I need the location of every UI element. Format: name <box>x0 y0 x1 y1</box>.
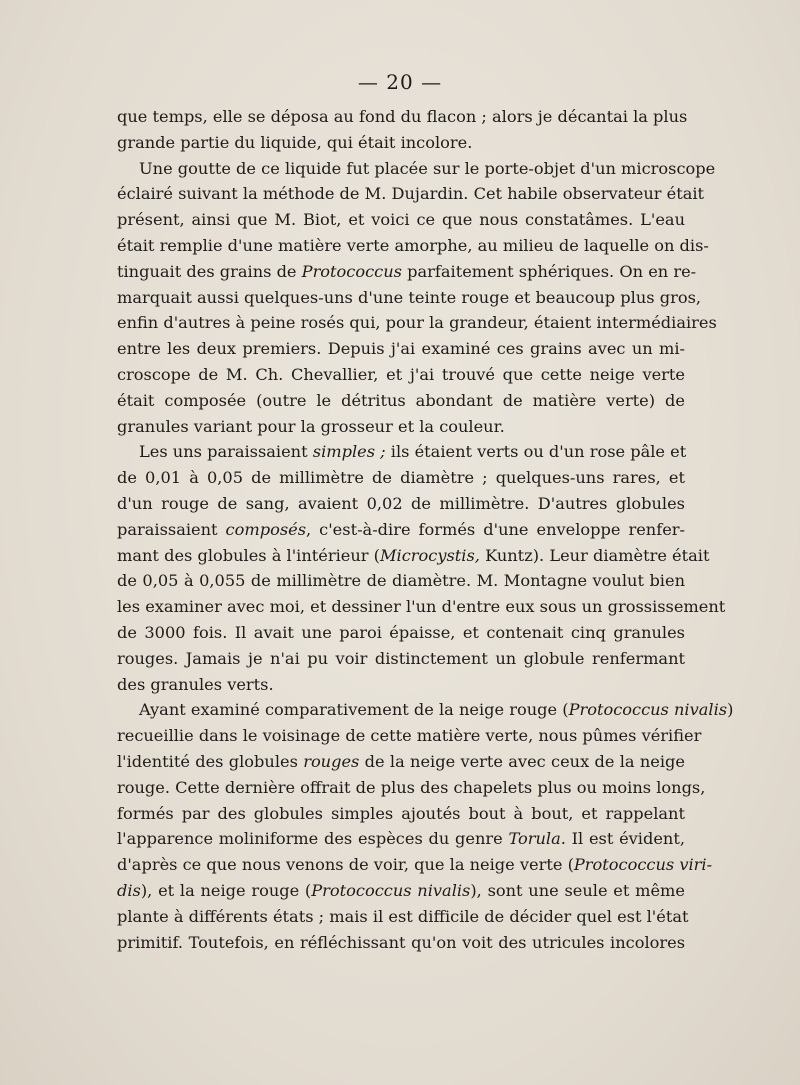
text-line <box>117 904 689 930</box>
text-line <box>117 233 709 259</box>
italic-text: composés <box>225 519 307 539</box>
text-segment: marquait aussi quelques-uns d'une teinte rouge et beaucoup plus gros, <box>117 287 702 307</box>
italic-text: Protococcus viri- <box>573 855 713 875</box>
text-segment: de 0,05 à 0,055 de millimètre de diamètre. M. Montagne voulut bien <box>117 571 685 591</box>
text-line <box>117 543 710 569</box>
text-line <box>117 723 702 749</box>
text-line <box>117 362 685 388</box>
text-line <box>117 465 685 491</box>
text-line <box>117 336 685 362</box>
text-segment: recueillie dans le voisinage de cette matière verte, nous pûmes vérifier <box>117 726 702 746</box>
text-segment: d'après ce que nous venons de voir, que la neige verte ( <box>117 855 574 875</box>
text-segment: tinguait des grains de <box>117 261 302 281</box>
page-number: — 20 — <box>357 70 443 94</box>
body-text <box>117 104 734 955</box>
text-segment: présent, ainsi que M. Biot, et voici ce que nous constatâmes. L'eau <box>117 210 685 230</box>
text-segment: était remplie d'une matière verte amorphe, au milieu de laquelle on dis- <box>117 235 709 255</box>
text-segment: , c'est-à-dire formés d'une enveloppe renfer- <box>306 519 685 539</box>
text-line <box>117 620 685 646</box>
text-segment: de 0,01 à 0,05 de millimètre de diamètre ; quelques-uns rares, et <box>117 468 685 488</box>
text-segment: ) <box>727 700 734 720</box>
text-segment: d'un rouge de sang, avaient 0,02 de millimètre. D'autres globules <box>117 493 685 513</box>
text-segment: Kuntz). Leur diamètre était <box>479 545 710 565</box>
text-line <box>117 207 685 233</box>
italic-text: Protococcus nivalis <box>568 700 728 720</box>
italic-text: Microcystis, <box>379 545 480 565</box>
text-segment: grande partie du liquide, qui était incolore. <box>117 132 473 152</box>
text-segment: mant des globules à l'intérieur ( <box>117 545 380 565</box>
text-line <box>117 594 726 620</box>
italic-text: Protococcus nivalis <box>311 880 471 900</box>
text-line <box>117 517 685 543</box>
italic-text: rouges <box>303 751 360 771</box>
text-line <box>117 259 697 285</box>
text-segment: granules variant pour la grosseur et la couleur. <box>117 416 505 436</box>
text-segment: des granules verts. <box>117 674 274 694</box>
text-line <box>117 104 688 130</box>
text-line <box>117 852 713 878</box>
text-segment: l'identité des globules <box>117 751 304 771</box>
italic-text: dis <box>117 880 141 900</box>
text-segment: que temps, elle se déposa au fond du flacon ; alors je décantai la plus <box>117 107 688 126</box>
italic-text: simples ; <box>312 442 386 462</box>
text-line <box>117 439 685 465</box>
text-line <box>117 801 685 827</box>
text-segment: Les uns paraissaient <box>139 442 313 462</box>
text-line <box>117 388 685 414</box>
text-line <box>117 749 685 775</box>
text-segment: primitif. Toutefois, en réfléchissant qu'on voit des utricules incolores <box>117 932 685 952</box>
text-segment: parfaitement sphériques. On en re- <box>401 261 697 281</box>
text-line <box>117 491 685 517</box>
text-line <box>117 646 685 672</box>
text-segment: de 3000 fois. Il avait une paroi épaisse, et contenait cinq granules <box>117 622 685 642</box>
text-line <box>117 568 685 594</box>
text-segment: Il est évident, <box>565 829 685 849</box>
text-line <box>117 672 685 698</box>
text-segment: ), sont une seule et même <box>470 880 685 900</box>
text-segment: Ayant examiné comparativement de la neige rouge ( <box>139 700 569 720</box>
text-line <box>117 878 685 904</box>
text-segment: formés par des globules simples ajoutés bout à bout, et rappelant <box>117 803 685 823</box>
text-line <box>117 930 685 956</box>
text-segment: était composée (outre le détritus abondant de matière verte) de <box>117 390 685 410</box>
text-segment: entre les deux premiers. Depuis j'ai examiné ces grains avec un mi- <box>117 339 685 359</box>
text-segment: éclairé suivant la méthode de M. Dujardin. Cet habile observateur était <box>117 184 705 204</box>
text-segment: l'apparence moliniforme des espèces du genre <box>117 829 509 849</box>
text-segment: enfin d'autres à peine rosés qui, pour la grandeur, étaient intermédiaires <box>117 313 717 333</box>
text-segment: paraissaient <box>117 519 226 539</box>
text-line <box>117 310 717 336</box>
italic-text: Torula. <box>508 829 566 849</box>
text-line <box>117 130 685 156</box>
text-line <box>117 285 702 311</box>
text-segment: croscope de M. Ch. Chevallier, et j'ai trouvé que cette neige verte <box>117 364 685 384</box>
text-segment: ), et la neige rouge ( <box>140 880 312 900</box>
text-line <box>117 826 685 852</box>
text-segment: Une goutte de ce liquide fut placée sur le porte-objet d'un microscope <box>139 158 716 178</box>
text-segment: de la neige verte avec ceux de la neige <box>359 751 685 771</box>
text-line <box>117 775 706 801</box>
text-line <box>117 414 685 440</box>
text-segment: plante à différents états ; mais il est difficile de décider quel est l'état <box>117 906 689 926</box>
italic-text: Protococcus <box>301 261 402 281</box>
text-segment: rouge. Cette dernière offrait de plus des chapelets plus ou moins longs, <box>117 777 706 797</box>
text-line <box>117 181 705 207</box>
text-line <box>117 697 734 723</box>
text-segment: les examiner avec moi, et dessiner l'un d'entre eux sous un grossissement <box>117 597 726 617</box>
text-segment: ils étaient verts ou d'un rose pâle et <box>385 442 687 462</box>
text-segment: rouges. Jamais je n'ai pu voir distinctement un globule renfermant <box>117 648 685 668</box>
text-line <box>117 156 716 182</box>
